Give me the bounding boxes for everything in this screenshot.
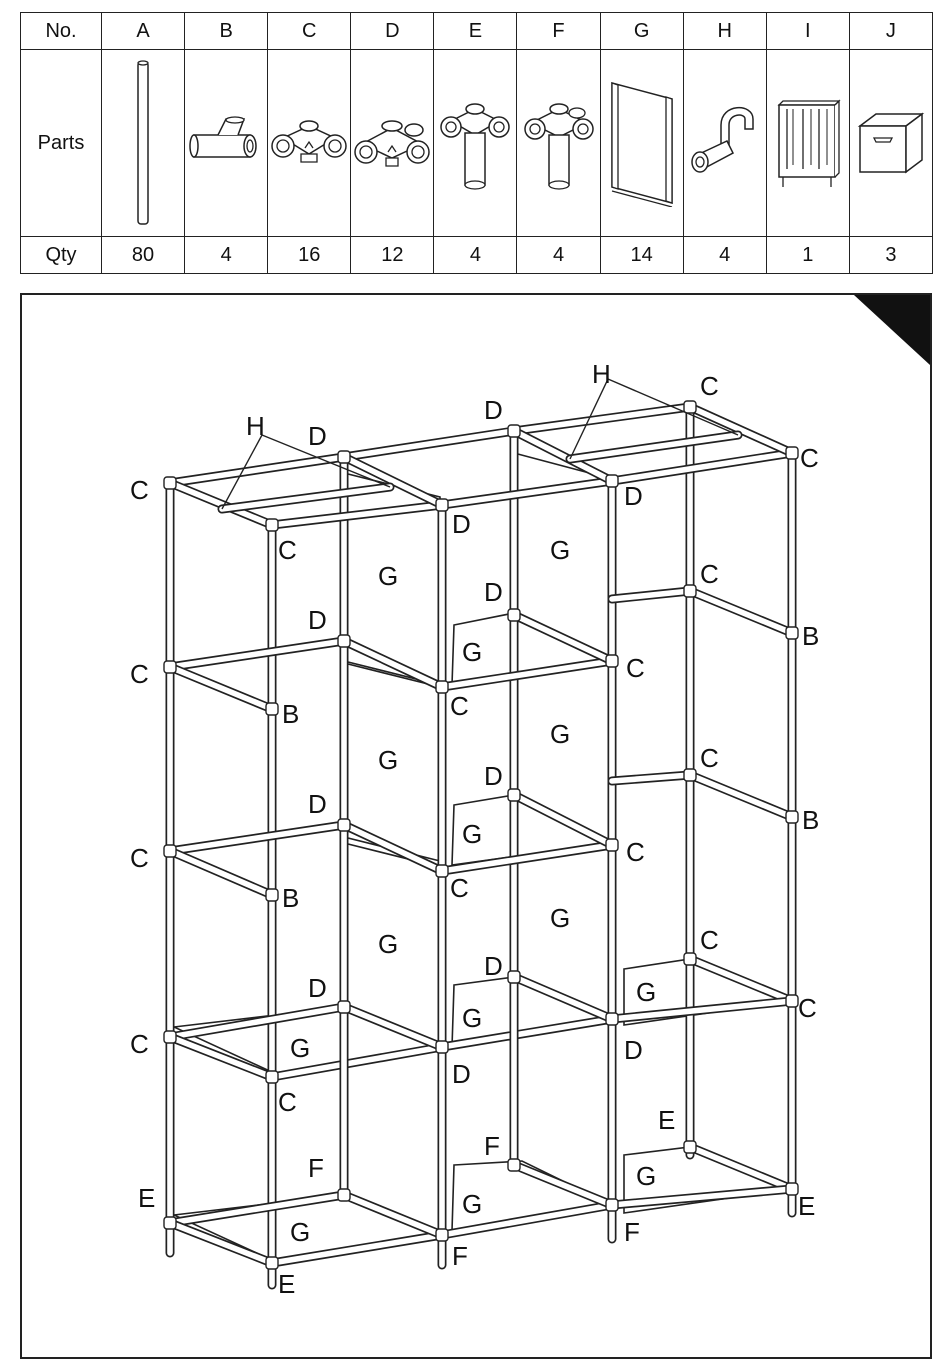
- label-c-3: C: [130, 843, 149, 873]
- label-g-51: G: [462, 1003, 483, 1033]
- label-b-31: B: [802, 621, 820, 651]
- part-cell-e: [434, 50, 517, 237]
- part-letter-d: D: [351, 13, 434, 50]
- label-c-1: C: [130, 475, 149, 505]
- label-g-50: G: [462, 819, 483, 849]
- table-parts-row: [21, 50, 933, 237]
- connector-joint-25: [508, 609, 520, 621]
- label-d-18: D: [484, 395, 503, 425]
- label-f-37: F: [308, 1153, 324, 1183]
- connector-joint-4: [436, 499, 448, 511]
- part-letter-g: G: [600, 13, 683, 50]
- label-g-47: G: [550, 719, 571, 749]
- label-c-11: C: [700, 371, 719, 401]
- tube-segment-9: [170, 457, 344, 483]
- tube-segment-43: [690, 591, 792, 633]
- tube-segment-21: [170, 641, 344, 667]
- connector-joint-36: [684, 1141, 696, 1153]
- label-c-15: C: [700, 925, 719, 955]
- qty-row-label: Qty: [21, 237, 102, 274]
- label-e-34: E: [278, 1269, 296, 1299]
- label-g-48: G: [550, 903, 571, 933]
- hanging-rod-clip-icon: [687, 95, 763, 191]
- connector-joint-5: [508, 425, 520, 437]
- straight-connector-icon: [188, 113, 264, 173]
- tube-segment-22: [170, 667, 272, 709]
- part-cell-f: [517, 50, 600, 237]
- corner-foot-connector-icon: [437, 93, 513, 193]
- storage-drawer-icon: [854, 108, 928, 178]
- tube-segment-46: [612, 775, 690, 781]
- connector-joint-1: [164, 477, 176, 489]
- label-c-6: C: [278, 1087, 297, 1117]
- label-g-56: G: [636, 1161, 657, 1191]
- parts-row-label: Parts: [21, 50, 102, 237]
- tee-foot-connector-icon: [521, 93, 597, 193]
- connector-joint-18: [338, 819, 350, 831]
- label-c-8: C: [450, 873, 469, 903]
- parts-table: [20, 12, 933, 274]
- label-c-13: C: [700, 559, 719, 589]
- label-h-41: H: [246, 411, 265, 441]
- part-qty-d: 12: [351, 237, 434, 274]
- label-d-27: D: [452, 1059, 471, 1089]
- tube-segment-23: [170, 825, 344, 851]
- connector-joint-14: [266, 889, 278, 901]
- tube-segment-20: [570, 435, 738, 459]
- part-cell-i: [766, 50, 849, 237]
- connector-joint-23: [436, 1041, 448, 1053]
- tube-segment-24: [170, 851, 272, 895]
- part-letter-f: F: [517, 13, 600, 50]
- label-d-28: D: [624, 1035, 643, 1065]
- header-no-label: No.: [21, 13, 102, 50]
- tube-icon: [133, 58, 153, 228]
- part-cell-c: [268, 50, 351, 237]
- part-qty-i: 1: [766, 237, 849, 274]
- connector-joint-15: [266, 1071, 278, 1083]
- label-b-30: B: [282, 883, 300, 913]
- label-c-10: C: [626, 837, 645, 867]
- connector-joint-12: [164, 1217, 176, 1229]
- connector-joint-16: [266, 1257, 278, 1269]
- part-cell-d: [351, 50, 434, 237]
- part-qty-a: 80: [102, 237, 185, 274]
- connector-joint-17: [338, 635, 350, 647]
- part-cell-b: [185, 50, 268, 237]
- label-b-29: B: [282, 699, 300, 729]
- connector-joint-40: [786, 1183, 798, 1195]
- connector-joint-19: [338, 1001, 350, 1013]
- connector-joint-3: [338, 451, 350, 463]
- tube-segment-15: [612, 453, 792, 481]
- four-way-connector-icon: [352, 108, 432, 178]
- connector-joint-6: [606, 475, 618, 487]
- connector-joint-30: [606, 839, 618, 851]
- connector-joint-26: [508, 789, 520, 801]
- label-e-33: E: [138, 1183, 156, 1213]
- wardrobe-cover-icon: [773, 95, 843, 191]
- part-letter-b: B: [185, 13, 268, 50]
- label-c-9: C: [626, 653, 645, 683]
- connector-joint-27: [508, 971, 520, 983]
- label-e-35: E: [658, 1105, 676, 1135]
- label-d-25: D: [308, 973, 327, 1003]
- part-letter-a: A: [102, 13, 185, 50]
- part-cell-h: [683, 50, 766, 237]
- part-cell-a: [102, 50, 185, 237]
- label-g-52: G: [290, 1033, 311, 1063]
- connector-joint-33: [684, 585, 696, 597]
- part-qty-g: 14: [600, 237, 683, 274]
- tube-segment-44: [612, 591, 690, 599]
- connector-joint-10: [164, 845, 176, 857]
- label-f-38: F: [484, 1131, 500, 1161]
- label-c-12: C: [800, 443, 819, 473]
- label-f-40: F: [624, 1217, 640, 1247]
- label-f-39: F: [452, 1241, 468, 1271]
- label-d-23: D: [308, 789, 327, 819]
- part-letter-h: H: [683, 13, 766, 50]
- label-d-20: D: [624, 481, 643, 511]
- part-letter-c: C: [268, 13, 351, 50]
- connector-joint-32: [606, 1199, 618, 1211]
- label-c-16: C: [798, 993, 817, 1023]
- label-g-53: G: [636, 977, 657, 1007]
- tube-segment-16: [690, 407, 792, 453]
- part-qty-j: 3: [849, 237, 932, 274]
- part-cell-g: [600, 50, 683, 237]
- tube-segment-11: [514, 407, 690, 431]
- connector-joint-22: [436, 865, 448, 877]
- label-g-46: G: [550, 535, 571, 565]
- label-g-44: G: [378, 745, 399, 775]
- label-c-14: C: [700, 743, 719, 773]
- label-g-54: G: [290, 1217, 311, 1247]
- label-g-55: G: [462, 1189, 483, 1219]
- label-g-45: G: [378, 929, 399, 959]
- label-d-26: D: [484, 951, 503, 981]
- connector-joint-29: [606, 655, 618, 667]
- assembly-diagram: [22, 295, 930, 1357]
- connector-joint-38: [786, 811, 798, 823]
- connector-joint-37: [786, 627, 798, 639]
- part-qty-e: 4: [434, 237, 517, 274]
- connector-joint-13: [266, 703, 278, 715]
- connector-joint-35: [684, 953, 696, 965]
- label-c-7: C: [450, 691, 469, 721]
- label-c-2: C: [130, 659, 149, 689]
- connector-joint-34: [684, 769, 696, 781]
- part-letter-i: I: [766, 13, 849, 50]
- connector-joint-20: [338, 1189, 350, 1201]
- fabric-panel-icon: [604, 79, 680, 207]
- label-d-22: D: [484, 577, 503, 607]
- label-g-43: G: [378, 561, 399, 591]
- connector-joint-21: [436, 681, 448, 693]
- connector-joint-39: [786, 995, 798, 1007]
- assembly-diagram-frame: [20, 293, 932, 1359]
- part-letter-j: J: [849, 13, 932, 50]
- part-qty-b: 4: [185, 237, 268, 274]
- table-qty-row: [21, 237, 933, 274]
- connector-joint-2: [266, 519, 278, 531]
- part-qty-c: 16: [268, 237, 351, 274]
- label-d-21: D: [308, 605, 327, 635]
- label-c-4: C: [130, 1029, 149, 1059]
- connector-joint-31: [606, 1013, 618, 1025]
- corner-tab: [854, 295, 930, 365]
- table-header-row: [21, 13, 933, 50]
- connector-joint-28: [508, 1159, 520, 1171]
- connector-joint-11: [164, 1031, 176, 1043]
- part-qty-f: 4: [517, 237, 600, 274]
- connector-joint-9: [164, 661, 176, 673]
- part-letter-e: E: [434, 13, 517, 50]
- label-d-24: D: [484, 761, 503, 791]
- part-qty-h: 4: [683, 237, 766, 274]
- part-cell-j: [849, 50, 932, 237]
- tube-segment-10: [344, 431, 514, 457]
- label-b-32: B: [802, 805, 820, 835]
- label-d-17: D: [308, 421, 327, 451]
- three-way-corner-connector-icon: [269, 108, 349, 178]
- label-d-19: D: [452, 509, 471, 539]
- label-g-49: G: [462, 637, 483, 667]
- label-c-5: C: [278, 535, 297, 565]
- connector-joint-8: [786, 447, 798, 459]
- label-h-42: H: [592, 359, 611, 389]
- connector-joint-7: [684, 401, 696, 413]
- connector-joint-24: [436, 1229, 448, 1241]
- tube-segment-45: [690, 775, 792, 817]
- label-e-36: E: [798, 1191, 816, 1221]
